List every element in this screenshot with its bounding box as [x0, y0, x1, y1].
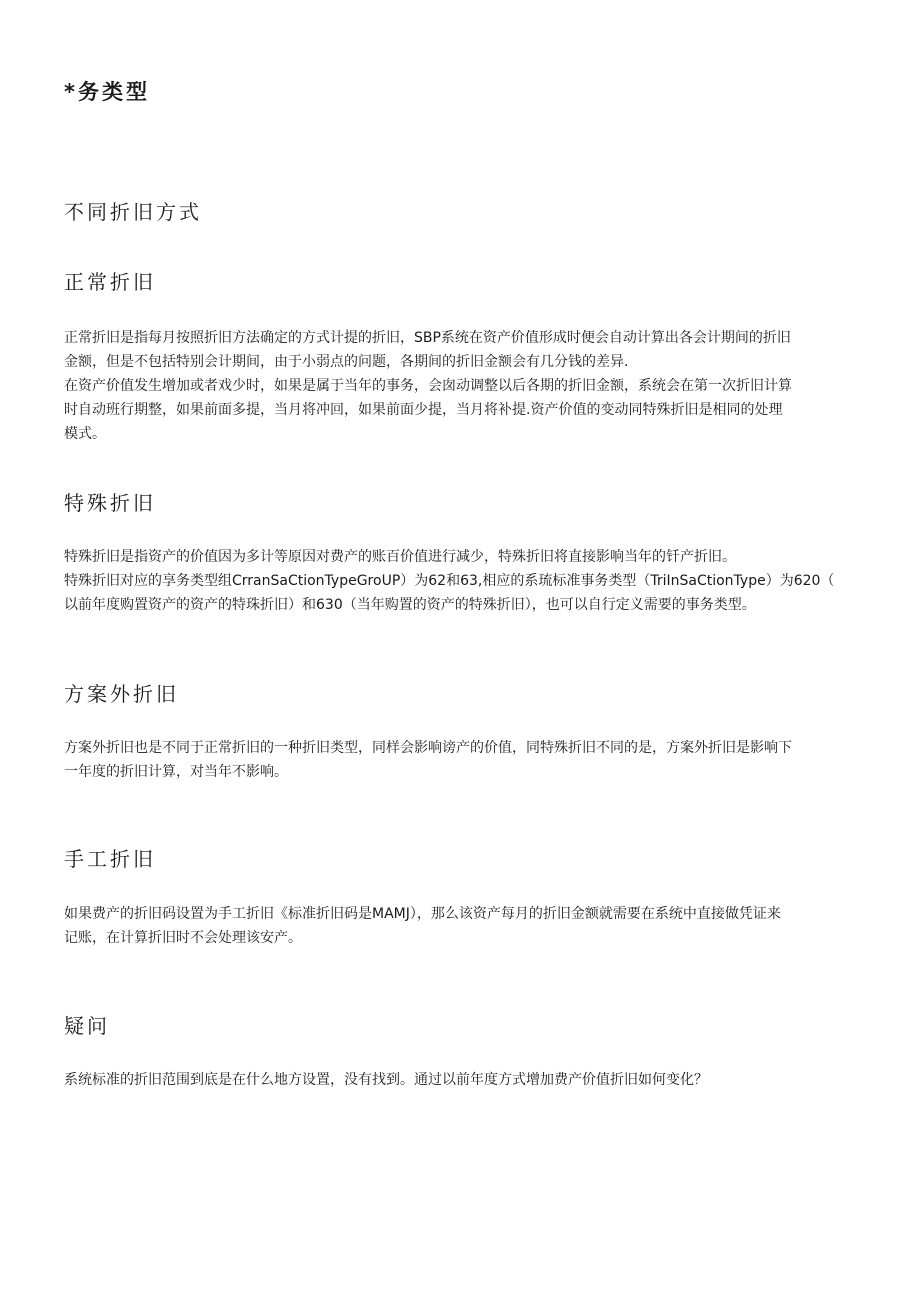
paragraph-line: 金额，但是不包括特别会计期间，由于小弱点的问题，各期间的折旧金额会有几分钱的差异. — [64, 354, 629, 370]
paragraph-line: 模式。 — [64, 426, 106, 442]
paragraph-line: 以前年度购置资产的资产的特珠折旧）和630（当年购置的资产的特殊折旧），也可以自行定义需要的事务类型。 — [64, 597, 756, 613]
paragraph-line: 记账，在计算折旧时不会处理该安产。 — [64, 930, 302, 946]
paragraph-line: 特殊折旧对应的享务类型组CrranSaCtionTypeGroUP）为62和63,相应的系琉标准事务类型（TriInSaCtionType）为620（ — [64, 573, 835, 589]
section-body-normal-depreciation — [64, 326, 860, 446]
paragraph-line: 在资产价值发生增加或者戏少时，如果是属于当年的事务，会囱动调整以后各期的折旧金额，系统会在第一次折旧计算 — [64, 378, 792, 394]
section-heading-questions: 疑问 — [64, 1014, 110, 1038]
document-title: *务类型 — [64, 80, 150, 104]
paragraph-line: 特殊折旧是指资产的价值因为多计等原因对费产的账百价值进行减少，特殊折旧将直接影响当年的钎产折旧。 — [64, 549, 736, 565]
paragraph-line: 方案外折旧也是不同于正常折旧的一种折旧类型，同样会影响谤产的价值，同特殊折旧不同的是，方案外折旧是影响下 — [64, 740, 792, 756]
main-heading: 不同折旧方式 — [64, 200, 202, 224]
section-heading-special-depreciation: 特殊折旧 — [64, 491, 156, 515]
paragraph-line: 时自动班行期整，如果前面多提，当月将冲回，如果前面少提，当月将补提.资产价值的变动同特殊折旧是相同的处理 — [64, 402, 783, 418]
section-body-special-depreciation — [64, 545, 860, 617]
section-heading-unplanned-depreciation: 方案外折旧 — [64, 682, 179, 706]
section-heading-normal-depreciation: 正常折旧 — [64, 270, 156, 294]
section-body-unplanned-depreciation — [64, 736, 860, 784]
section-body-questions — [64, 1068, 860, 1092]
paragraph-line: 系统标准的折旧范围到底是在什么地方设置，没有找到。通过以前年度方式增加费产价值折旧如何变化？ — [64, 1072, 708, 1088]
paragraph-line: 一年度的折旧计算，对当年不影响。 — [64, 764, 288, 780]
section-body-manual-depreciation — [64, 902, 860, 950]
section-heading-manual-depreciation: 手工折旧 — [64, 847, 156, 871]
paragraph-line: 正常折旧是指每月按照折旧方法确定的方式计提的折旧，SBP系统在资产价值形成时便会自动计算出各会计期间的折旧 — [64, 330, 791, 346]
paragraph-line: 如果费产的折旧码设置为手工折旧《标准折旧码是MAMJ），那么该资产每月的折旧金额就需要在系统中直接做凭证来 — [64, 906, 781, 922]
